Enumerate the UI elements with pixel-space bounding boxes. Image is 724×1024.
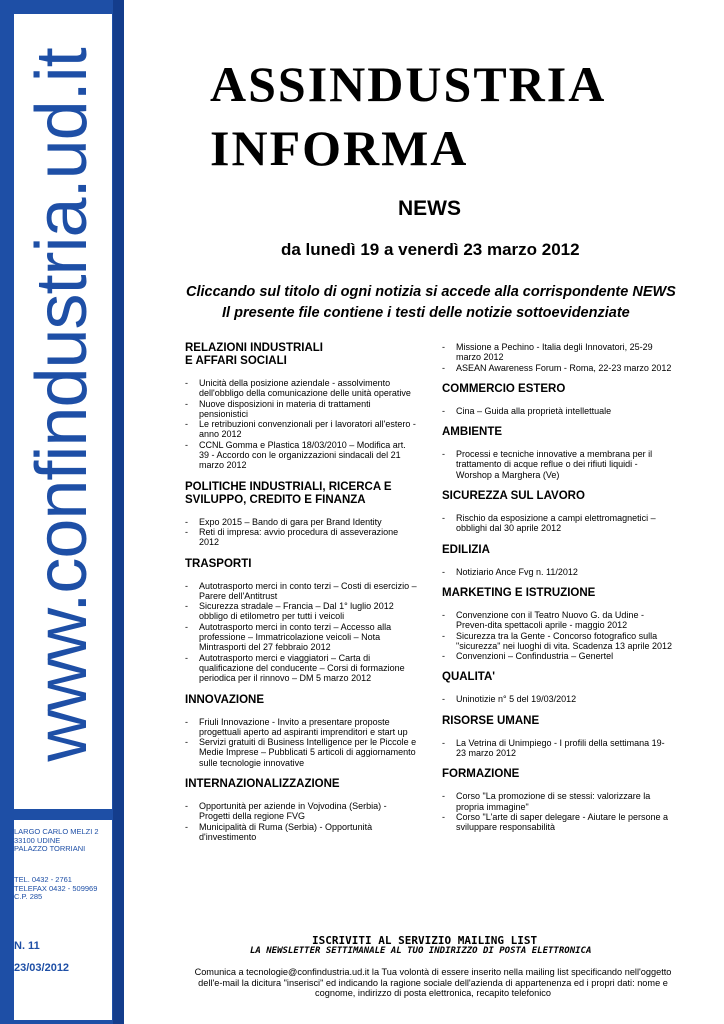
news-section [442, 671, 674, 704]
news-list [185, 517, 417, 548]
address-block [14, 828, 112, 854]
section-title: FORMAZIONE [442, 768, 520, 781]
news-list [185, 378, 417, 471]
news-item-link[interactable]: - Convenzione con il Teatro Nuovo G. da Udine - Preven-dita spettacoli aprile - maggio 2012 [442, 610, 674, 631]
news-item-link[interactable]: - Processi e tecniche innovative a membrana per il trattamento di acque reflue o dei rifiuti liquidi - Worshop a Marghera (Ve) [442, 449, 674, 480]
news-item-link[interactable]: - Expo 2015 – Bando di gara per Brand Identity [185, 517, 417, 527]
mailing-list-subheading: LA NEWSLETTER SETTIMANALE AL TUO INDIRIZZO DI POSTA ELETTRONICA [250, 946, 592, 956]
mailing-list-heading[interactable]: ISCRIVITI AL SERVIZIO MAILING LIST [312, 934, 538, 947]
news-item-link[interactable]: - ASEAN Awareness Forum - Roma, 22-23 marzo 2012 [442, 363, 674, 373]
news-list [185, 801, 417, 842]
news-item-link[interactable]: - La Vetrina di Unimpiego - I profili della settimana 19-23 marzo 2012 [442, 738, 674, 759]
section-title: RISORSE UMANE [442, 714, 540, 727]
section-title: AMBIENTE [442, 426, 503, 439]
news-item-link[interactable]: - Sicurezza tra la Gente - Concorso fotografico sulla "sicurezza" nei luoghi di vita. Scadenza 13 aprile 2012 [442, 631, 674, 652]
news-section [185, 558, 417, 684]
intro-line-1: Cliccando sul titolo di ogni notizia si accede alla corrispondente NEWS [186, 284, 676, 300]
news-item-link[interactable]: - Municipalità di Ruma (Serbia) - Opportunità d'investimento [185, 822, 417, 843]
news-section [442, 768, 674, 832]
section-title: RELAZIONI INDUSTRIALI E AFFARI SOCIALI [185, 342, 323, 367]
news-item-link[interactable]: - Cina – Guida alla proprietà intellettuale [442, 406, 674, 416]
section-title: SICUREZZA SUL LAVORO [442, 490, 585, 503]
news-list [442, 406, 674, 416]
news-section [185, 342, 417, 471]
section-title: MARKETING E ISTRUZIONE [442, 586, 596, 599]
section-title: EDILIZIA [442, 543, 490, 556]
masthead-title-line1: ASSINDUSTRIA [210, 56, 607, 112]
news-section [185, 481, 417, 548]
news-item-link[interactable]: - Friuli Innovazione - Invito a presentare proposte progettuali aperto ad aspiranti imprenditori e start up [185, 717, 417, 738]
news-item-link[interactable]: - Opportunità per aziende in Vojvodina (Serbia) - Progetti della regione FVG [185, 801, 417, 822]
news-list [442, 738, 674, 759]
contact-line: TEL. 0432 - 2761 [14, 875, 72, 884]
news-item-link[interactable]: - Autotrasporto merci e viaggiatori – Carta di qualificazione del conducente – Corsi di formazione periodica per il rinnovo – DM 5 marzo 2012 [185, 653, 417, 684]
address-line: PALAZZO TORRIANI [14, 844, 86, 854]
news-section [185, 778, 417, 842]
news-section [442, 544, 674, 577]
contacts-block [14, 876, 112, 902]
news-item-link[interactable]: - Rischio da esposizione a campi elettromagnetici – obblighi dal 30 aprile 2012 [442, 513, 674, 534]
news-item-link[interactable]: - Servizi gratuiti di Business Intelligence per le Piccole e Medie Imprese – Pubblicati 5 articoli di aggiornamento sulle tecnologie innovative [185, 737, 417, 768]
news-item-link[interactable]: - Missione a Pechino - Italia degli Innovatori, 25-29 marzo 2012 [442, 342, 674, 363]
section-title: QUALITA' [442, 671, 495, 684]
news-column-right [442, 342, 674, 843]
news-list [185, 581, 417, 684]
news-list [442, 610, 674, 661]
news-list [442, 694, 674, 704]
news-column-left [185, 342, 417, 852]
news-label: NEWS [398, 197, 461, 220]
news-section [442, 426, 674, 480]
website-url[interactable]: www.confindustria.ud.it [22, 48, 102, 762]
news-section [442, 383, 674, 416]
address-line: 33100 UDINE [14, 835, 61, 845]
section-title: POLITICHE INDUSTRIALI, RICERCA E SVILUPPO, CREDITO E FINANZA [185, 480, 392, 506]
news-item-link[interactable]: - CCNL Gomma e Plastica 18/03/2010 – Modifica art. 39 - Accordo con le organizzazioni sindacali del 21 marzo 2012 [185, 440, 417, 471]
news-item-link[interactable]: - Autotrasporto merci in conto terzi – Accesso alla professione – Immatricolazione veicoli – Nota Mintrasporti del 27 febbraio 2012 [185, 622, 417, 653]
contact-line: C.P. 285 [14, 892, 43, 902]
news-item-link[interactable]: - Sicurezza stradale – Francia – Dal 1° luglio 2012 obbligo di etilometro per tutti i veicoli [185, 601, 417, 622]
news-section [442, 715, 674, 759]
news-item-link[interactable]: - Reti di impresa: avvio procedura di asseverazione 2012 [185, 527, 417, 548]
news-item-link[interactable]: - Corso "La promozione di se stessi: valorizzare la propria immagine" [442, 791, 674, 812]
news-list [442, 342, 674, 373]
contact-line: TELEFAX 0432 - 509969 [14, 883, 98, 893]
news-item-link[interactable]: - Convenzioni – Confindustria – Genertel [442, 651, 674, 661]
news-list [442, 791, 674, 832]
sidebar-rail [113, 0, 124, 1024]
news-section [442, 342, 674, 373]
news-item-link[interactable]: - Nuove disposizioni in materia di trattamenti pensionistici [185, 399, 417, 420]
news-item-link[interactable]: - Autotrasporto merci in conto terzi – Costi di esercizio – Parere dell'Antitrust [185, 581, 417, 602]
section-title: COMMERCIO ESTERO [442, 382, 566, 395]
section-title: TRASPORTI [185, 557, 252, 570]
mailing-list-note: Comunica a tecnologie@confindustria.ud.it la Tua volontà di essere inserito nella mailing list specificando nell'oggetto dell'e-mail la dicitura "inserisci" ed indicando la ragione sociale dell'azienda di appartenenza ed i propri dati: nome e cognome, indirizzo di posta elettronica, recapito telefonico [194, 967, 672, 998]
news-list [442, 449, 674, 480]
intro-line-2: Il presente file contiene i testi delle notizie sottoevidenziate [222, 305, 630, 321]
news-item-link[interactable]: - Corso "L'arte di saper delegare - Aiutare le persone a sviluppare responsabilità [442, 812, 674, 833]
period-label: da lunedì 19 a venerdì 23 marzo 2012 [281, 240, 580, 259]
news-list [442, 513, 674, 534]
news-list [185, 717, 417, 768]
section-title: INTERNAZIONALIZZAZIONE [185, 778, 340, 791]
news-list [442, 567, 674, 577]
news-item-link[interactable]: - Uninotizie n° 5 del 19/03/2012 [442, 694, 674, 704]
news-item-link[interactable]: - Notiziario Ance Fvg n. 11/2012 [442, 567, 674, 577]
news-section [442, 587, 674, 661]
section-title: INNOVAZIONE [185, 693, 265, 706]
news-section [442, 490, 674, 534]
news-item-link[interactable]: - Le retribuzioni convenzionali per i lavoratori all'estero - anno 2012 [185, 419, 417, 440]
issue-date: 23/03/2012 [14, 962, 70, 974]
issue-number: N. 11 [14, 940, 40, 952]
news-item-link[interactable]: - Unicità della posizione aziendale - assolvimento dell'obbligo della comunicazione delle unità operative [185, 378, 417, 399]
news-section [185, 694, 417, 768]
address-line: LARGO CARLO MELZI 2 [14, 827, 99, 836]
masthead-title-line2: INFORMA [210, 120, 469, 176]
